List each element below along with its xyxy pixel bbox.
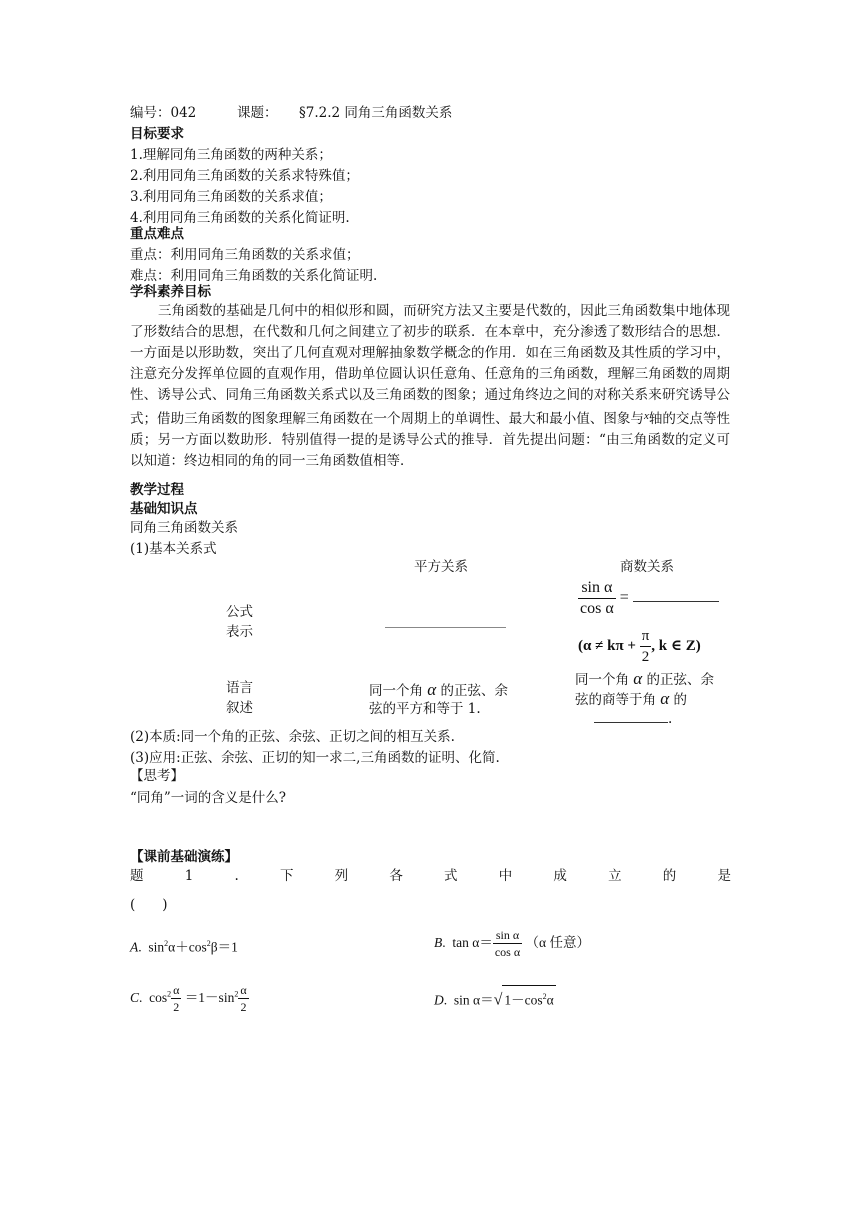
quotient-description: 弦的商等于角 α 的 <box>575 689 688 708</box>
basic-relations-label: (1)基本关系式 <box>130 541 217 557</box>
basics-title: 基础知识点 <box>130 501 198 517</box>
exercise-title: 【课前基础演练】 <box>130 849 238 865</box>
square-description: 同一个角 α 的正弦、余 <box>369 680 509 699</box>
row-language-label: 语言 <box>226 680 253 696</box>
row-language-label: 叙述 <box>226 700 253 716</box>
option-d[interactable]: D. sin α＝√ $1-\cos^2\alpha$ <box>434 985 556 1011</box>
goal-item: 1.理解同角三角函数的两种关系； <box>130 147 332 163</box>
quotient-formula: $\frac{\text{sin α}}{\text{cos α}}$ = <box>578 578 719 619</box>
difficulty-text: 难点：利用同角三角函数的关系化简证明. <box>130 268 378 284</box>
think-question: “同角”一词的含义是什么? <box>130 790 287 806</box>
quotient-description-blank: . <box>594 708 672 730</box>
quotient-description: 同一个角 α 的正弦、余 <box>575 669 715 688</box>
option-a[interactable]: A. $\sin^2\alpha+\cos^2\beta=1$ <box>130 939 238 955</box>
key-points-title: 重点难点 <box>130 226 184 242</box>
row-formula-label: 公式 <box>226 604 253 620</box>
col-square-relation: 平方关系 <box>414 559 468 575</box>
option-c[interactable]: C. $\cos^2$ $\frac{\alpha}{2}$ $=1-\sin^2$ $\frac{\alpha}{2}$ <box>130 983 247 1014</box>
goals-title: 目标要求 <box>130 126 184 142</box>
essence-text: (2)本质:同一个角的正弦、余弦、正切之间的相互关系. <box>130 729 455 745</box>
focus-text: 重点：利用同角三角函数的关系求值； <box>130 247 360 263</box>
question-1-stem: 题 1 . 下 列 各 式 中 成 立 的 是 <box>130 868 731 884</box>
quotient-formula-blank <box>633 587 719 602</box>
option-b[interactable]: B. tan α＝ $\frac{\text{sin α}}{\text{cos α}}$ （α 任意） <box>434 928 590 959</box>
lesson-code: 编号：042 <box>130 105 197 121</box>
square-description: 弦的平方和等于 1. <box>369 701 481 717</box>
col-quotient-relation: 商数关系 <box>620 559 674 575</box>
x-axis-symbol: x <box>643 410 649 422</box>
literacy-title: 学科素养目标 <box>130 284 211 300</box>
row-formula-label: 表示 <box>226 624 253 640</box>
goal-item: 2.利用同角三角函数的关系求特殊值； <box>130 168 359 184</box>
topic-label: 课题： <box>237 105 278 121</box>
relation-topic: 同角三角函数关系 <box>130 520 238 536</box>
question-1-answer-paren: ( ) <box>130 897 168 913</box>
lesson-topic: §7.2.2 同角三角函数关系 <box>299 105 453 121</box>
application-text: (3)应用:正弦、余弦、正切的知一求二,三角函数的证明、化简. <box>130 750 500 766</box>
quotient-condition: (α ≠ kπ + $\frac{\pi}{2}$ , k ∈ Z) <box>578 628 701 665</box>
goal-item: 3.利用同角三角函数的关系求值； <box>130 189 332 205</box>
goal-item: 4.利用同角三角函数的关系化简证明. <box>130 210 350 226</box>
think-title: 【思考】 <box>130 768 184 784</box>
square-formula-blank <box>385 627 506 628</box>
literacy-paragraph: 三角函数的基础是几何中的相似形和圆，而研究方法又主要是代数的，因此三角函数集中地体现了形数结合的思想，在代数和几何之间建立了初步的联系．在本章中，充分渗透了数形结合的思想．一方面是以形助数，突出了几何直观对理解抽象数学概念的作用．如在三角函数及其性质的学习中，注意充分发挥单位圆的直观作用，借助单位圆认识任意角、任意角的三角函数，理解三角函数的周期性、诱导公式、同角三角函数关系式以及三角函数的图象；通过角终边之间的对称关系来研究诱导公式；借助三角函数的图象理解三角函数在一个周期上的单调性、最大和最小值、图象与$^x$轴的交点等性质；另一方面以数助形．特别值得一提的是诱导公式的推导．首先提出问题：“由三角函数的定义可以知道：终边相同的角的同一三角函数值相等． <box>130 303 731 469</box>
process-title: 教学过程 <box>130 482 184 498</box>
